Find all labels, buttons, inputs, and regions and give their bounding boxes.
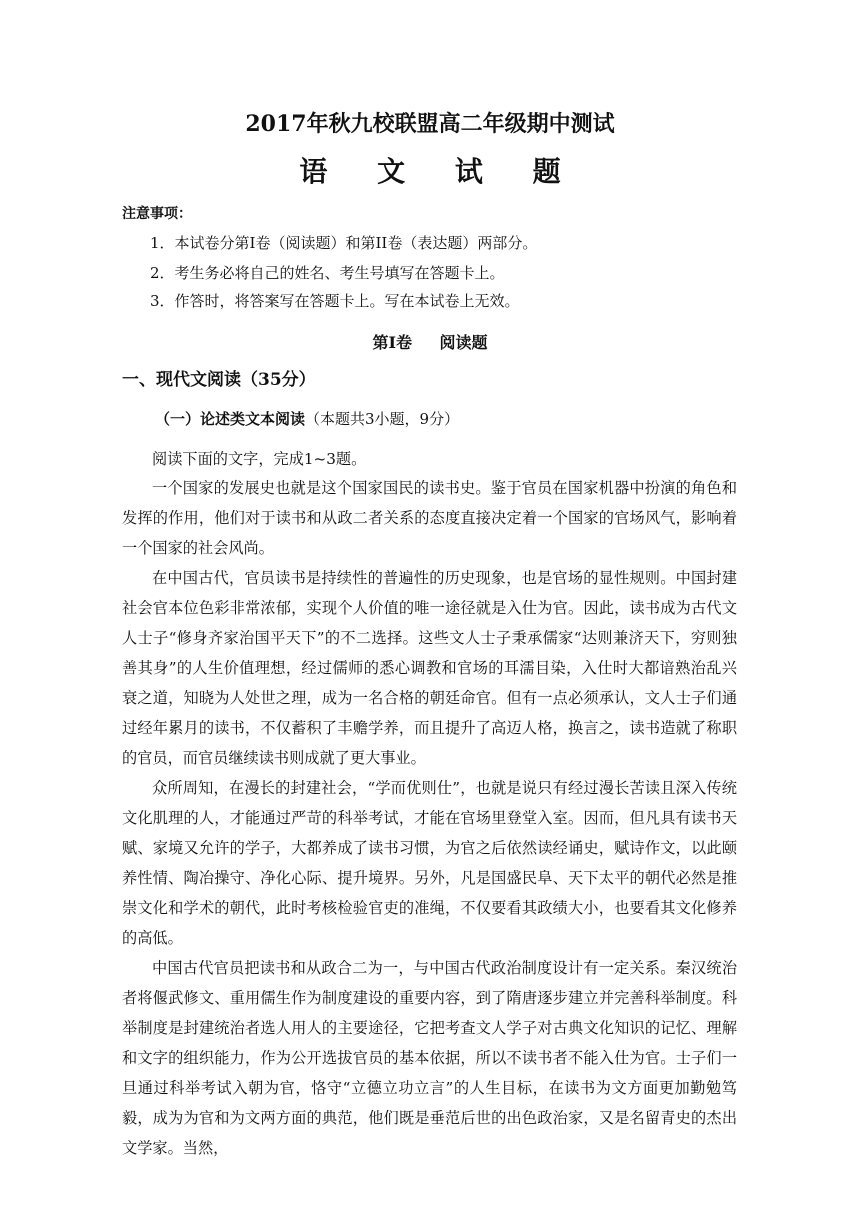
reading-instruction: 阅读下面的文字，完成1~3题。 — [152, 450, 367, 468]
section-one-title: 一、现代文阅读（35分） — [122, 370, 316, 390]
exam-title: 2017年秋九校联盟高二年级期中测试 — [245, 111, 615, 137]
notice-item-3: 3．作答时，将答案写在答题卡上。写在本试卷上无效。 — [150, 292, 520, 310]
subject-title: 语 文 试 题 — [299, 155, 581, 188]
article-paragraph-4: 中国古代官员把读书和从政合二为一，与中国古代政治制度设计有一定关系。秦汉统治者将偃武修文、重用儒生作为制度建设的重要内容，到了隋唐逐步建立并完善科举制度。科举制度是封建统治者选人用人的主要途径，它把考查文人学子对古典文化知识的记忆、理解和文字的组织能力，作为公开选拔官员的基本依据，所以不读书者不能入仕为官。士子们一旦通过科举考试入朝为官，恪守“立德立功立言”的人生目标，在读书为文方面更加勤勉笃毅，成为为官和为文两方面的典范，他们既是垂范后世的出色政治家，又是名留青史的杰出文学家。当然， — [122, 959, 737, 1157]
article-paragraph-2: 在中国古代，官员读书是持续性的普遍性的历史现象，也是官场的显性规则。中国封建社会官本位色彩非常浓郁，实现个人价值的唯一途径就是入仕为官。因此，读书成为古代文人士子“修身齐家治国平天下”的不二选择。这些文人士子秉承儒家“达则兼济天下，穷则独善其身”的人生价值理想，经过儒师的悉心调教和官场的耳濡目染，入仕时大都谙熟治乱兴衰之道，知晓为人处世之理，成为一名合格的朝廷命官。但有一点必须承认，文人士子们通过经年累月的读书，不仅蓄积了丰赡学养，而且提升了高迈人格，换言之，读书造就了称职的官员，而官员继续读书则成就了更大事业。 — [122, 569, 737, 767]
subsection-note: （本题共3小题，9分） — [305, 410, 460, 428]
subsection-title — [155, 408, 459, 429]
notice-heading: 注意事项： — [122, 206, 192, 222]
notice-item-1: 1．本试卷分第Ⅰ卷（阅读题）和第II卷（表达题）两部分。 — [150, 234, 538, 252]
subsection-name: （一）论述类文本阅读 — [155, 410, 306, 428]
part-one-title: 第Ⅰ卷 阅读题 — [372, 333, 488, 352]
article-body — [122, 473, 737, 1163]
notice-item-2: 2．考生务必将自己的姓名、考生号填写在答题卡上。 — [150, 264, 505, 282]
article-paragraph-1: 一个国家的发展史也就是这个国家国民的读书史。鉴于官员在国家机器中扮演的角色和发挥的作用，他们对于读书和从政二者关系的态度直接决定着一个国家的官场风气，影响着一个国家的社会风尚。 — [122, 479, 737, 557]
article-paragraph-3: 众所周知，在漫长的封建社会，“学而优则仕”，也就是说只有经过漫长苦读且深入传统文化肌理的人，才能通过严苛的科举考试，才能在官场里登堂入室。因而，但凡具有读书天赋、家境又允许的学子，大都养成了读书习惯，为官之后依然读经诵史，赋诗作文，以此颐养性情、陶冶操守、净化心际、提升境界。另外，凡是国盛民阜、天下太平的朝代必然是推崇文化和学术的朝代，此时考核检验官吏的准绳，不仅要看其政绩大小，也要看其文化修养的高低。 — [122, 779, 737, 947]
